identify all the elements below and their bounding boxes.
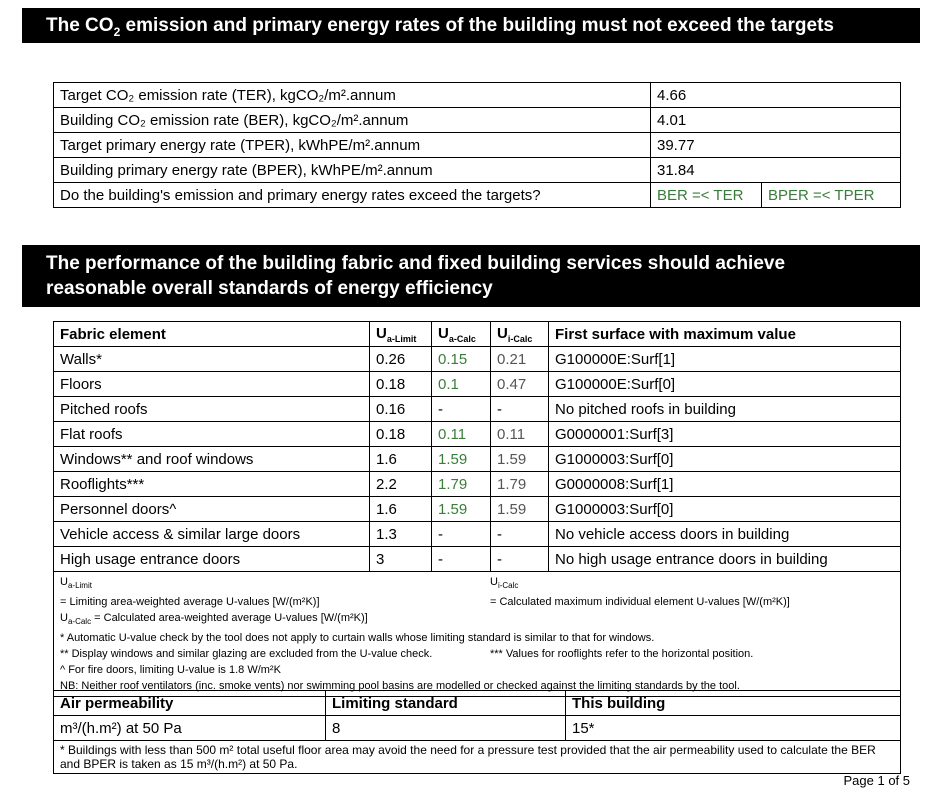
section-heading-targets [22,8,920,43]
section-heading-fabric [22,245,920,307]
air-permeability-table [53,690,901,774]
header-u-limit: $U_{a-Limit}$ [370,322,432,347]
surface-cell: No high usage entrance doors in building [549,547,901,572]
note-icalc: $U_{i-Calc}$ = Calculated maximum individual element U-values [W/(m²K)] [490,576,790,609]
fabric-table [53,321,901,697]
header-limiting-standard: Limiting standard [326,691,566,716]
table-row [54,397,901,422]
bper-value: 31.84 [651,158,901,183]
table-row [54,547,901,572]
u-limit-cell: 3 [370,547,432,572]
table-row [54,447,901,472]
header-first-surface: First surface with maximum value [549,322,901,347]
u-limit-cell: 1.6 [370,447,432,472]
ter-value: 4.66 [651,83,901,108]
u-calc-cell: 0.11 [432,422,491,447]
u-calc-cell: 1.59 [432,447,491,472]
u-icalc-cell: 0.11 [491,422,549,447]
u-calc-cell: - [432,547,491,572]
u-icalc-cell: - [491,522,549,547]
table-row [54,522,901,547]
u-limit-cell: 0.26 [370,347,432,372]
u-calc-cell: - [432,522,491,547]
bper-label: Building primary energy rate (BPER), kWhPE/m².annum [54,158,651,183]
u-limit-cell: 1.3 [370,522,432,547]
ber-value: 4.01 [651,108,901,133]
surface-cell: G1000003:Surf[0] [549,447,901,472]
header-air-permeability: Air permeability [54,691,326,716]
u-calc-cell: 0.15 [432,347,491,372]
tper-value: 39.77 [651,133,901,158]
u-icalc-cell: 0.21 [491,347,549,372]
tper-label: Target primary energy rate (TPER), kWhPE/m².annum [54,133,651,158]
surface-cell: No pitched roofs in building [549,397,901,422]
air-this: 15* [566,716,901,741]
u-icalc-cell: 1.59 [491,497,549,522]
note-dstar: ** Display windows and similar glazing are excluded from the U-value check. [60,648,433,661]
fabric-element-cell: Windows** and roof windows [54,447,370,472]
fabric-element-cell: Flat roofs [54,422,370,447]
heading-subscript: 2 [113,24,121,39]
u-limit-cell: 0.16 [370,397,432,422]
u-icalc-cell: 1.59 [491,447,549,472]
air-limit: 8 [326,716,566,741]
table-row [54,183,901,208]
fabric-element-cell: Vehicle access & similar large doors [54,522,370,547]
air-unit: m³/(h.m²) at 50 Pa [54,716,326,741]
ter-label: Target CO₂ emission rate (TER), kgCO₂/m².annum [54,83,651,108]
table-row [54,108,901,133]
page-number: Page 1 of 5 [843,773,910,788]
u-calc-cell: 0.1 [432,372,491,397]
fabric-element-cell: Personnel doors^ [54,497,370,522]
table-row [54,472,901,497]
exceed-label: Do the building's emission and primary energy rates exceed the targets? [54,183,651,208]
note-caret: ^ For fire doors, limiting U-value is 1.8 W/m²K [60,664,281,677]
surface-cell: G0000008:Surf[1] [549,472,901,497]
header-this-building: This building [566,691,901,716]
u-limit-cell: 0.18 [370,422,432,447]
surface-cell: G0000001:Surf[3] [549,422,901,447]
note-tstar: *** Values for rooflights refer to the horizontal position. [490,648,754,661]
surface-cell: G1000003:Surf[0] [549,497,901,522]
fabric-header-row [54,322,901,347]
emission-rates-table [53,82,901,208]
table-row [54,422,901,447]
u-limit-cell: 1.6 [370,497,432,522]
note-star: * Automatic U-value check by the tool does not apply to curtain walls whose limiting standard is similar to that for windows. [60,632,655,645]
bper-result: BPER =< TPER [762,183,901,208]
u-limit-cell: 2.2 [370,472,432,497]
table-row [54,158,901,183]
notes-cell [54,572,901,697]
fabric-notes [54,572,901,697]
ber-result: BER =< TER [651,183,762,208]
header-u-calc: $U_{a-Calc}$ [432,322,491,347]
header-u-icalc: $U_{i-Calc}$ [491,322,549,347]
heading-line-2: reasonable overall standards of energy efficiency [46,278,493,299]
fabric-element-cell: Floors [54,372,370,397]
header-fabric-element: Fabric element [54,322,370,347]
table-row [54,347,901,372]
surface-cell: G100000E:Surf[0] [549,372,901,397]
heading-text: The CO [46,15,114,36]
fabric-element-cell: Rooflights*** [54,472,370,497]
table-row [54,133,901,158]
note-calc: $U_{a-Calc}$ = Calculated area-weighted average U-values [W/(m²K)] [60,612,368,627]
u-calc-cell: 1.79 [432,472,491,497]
u-icalc-cell: - [491,547,549,572]
surface-cell: G100000E:Surf[1] [549,347,901,372]
u-limit-cell: 0.18 [370,372,432,397]
note-limit: $U_{a-Limit}$ = Limiting area-weighted average U-values [W/(m²K)] [60,576,320,609]
table-row [54,372,901,397]
air-notes [54,741,901,774]
u-icalc-cell: 0.47 [491,372,549,397]
heading-text-rest: emission and primary energy rates of the building must not exceed the targets [120,15,834,36]
air-header-row [54,691,901,716]
fabric-element-cell: Walls* [54,347,370,372]
ber-label: Building CO₂ emission rate (BER), kgCO₂/m².annum [54,108,651,133]
note-nb: NB: Neither roof ventilators (inc. smoke vents) nor swimming pool basins are modelled or checked against the limiting standards by the tool. [60,680,740,693]
u-calc-cell: - [432,397,491,422]
table-row [54,83,901,108]
fabric-element-cell: Pitched roofs [54,397,370,422]
u-icalc-cell: - [491,397,549,422]
surface-cell: No vehicle access doors in building [549,522,901,547]
fabric-element-cell: High usage entrance doors [54,547,370,572]
table-row [54,497,901,522]
u-icalc-cell: 1.79 [491,472,549,497]
air-note: * Buildings with less than 500 m² total useful floor area may avoid the need for a pressure test provided that the air permeability used to calculate the BER and BPER is taken as 15 m³/(h.m²) at 50 Pa. [54,741,901,774]
u-calc-cell: 1.59 [432,497,491,522]
air-value-row [54,716,901,741]
heading-line-1: The performance of the building fabric and fixed building services should achieve [46,253,786,274]
